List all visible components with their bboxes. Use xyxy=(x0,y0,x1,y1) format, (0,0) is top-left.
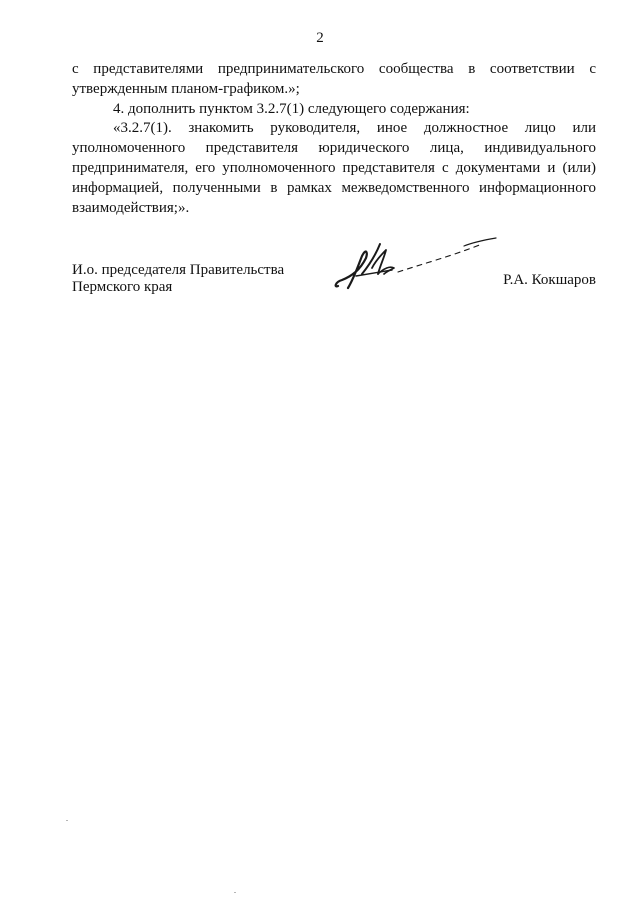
paragraph-continuation: с представителями предпринимательского сообщества в соответствии с утвержденным планом-графиком.»; xyxy=(72,61,596,97)
page-number: 2 xyxy=(316,30,324,46)
scan-speck xyxy=(234,892,236,893)
signatory-position-line-1: И.о. председателя Правительства xyxy=(72,262,285,278)
signatory-position-line-2: Пермского края xyxy=(72,279,173,295)
handwritten-signature xyxy=(332,234,502,296)
signatory-position xyxy=(72,262,284,296)
paragraph-item-4: 4. дополнить пунктом 3.2.7(1) следующего содержания: xyxy=(113,100,470,117)
document-body xyxy=(72,60,596,218)
signer-name: Р.А. Кокшаров xyxy=(503,272,596,288)
paragraph-clause-3-2-7-1: «3.2.7(1). знакомить руководителя, иное должностное лицо или уполномоченного представителя юридического лица, индивидуального предпринимателя, его уполномоченного представителя с документами и (или) информацией, полученными в рамках межведомственного информационного взаимодействия;». xyxy=(72,120,596,216)
scan-speck xyxy=(66,820,68,821)
